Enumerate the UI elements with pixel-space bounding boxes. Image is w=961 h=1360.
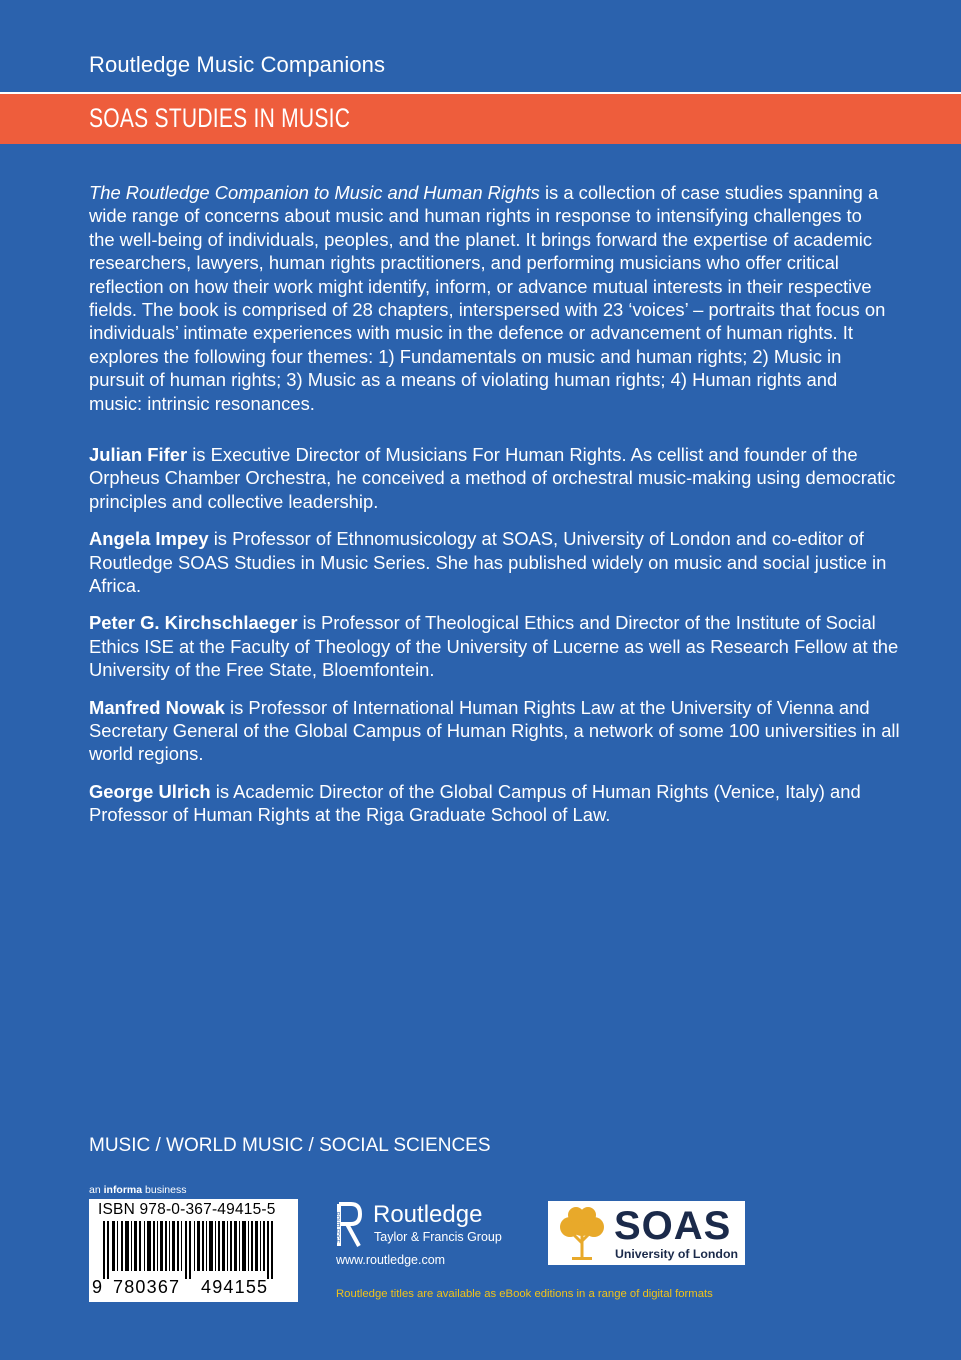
publisher-group: Taylor & Francis Group — [374, 1230, 502, 1244]
series-name: Routledge Music Companions — [89, 52, 386, 77]
routledge-logo-icon — [333, 1200, 365, 1248]
informa-business-tag: an informa business — [89, 1184, 187, 1196]
ebook-availability-note: Routledge titles are available as eBook editions in a range of digital formats — [336, 1288, 713, 1300]
series-band — [0, 92, 961, 144]
bio-peter-kirchschlaeger — [89, 611, 901, 681]
book-title: The Routledge Companion to Music and Human Rights — [89, 182, 540, 203]
bio-angela-impey — [89, 527, 901, 597]
barcode-bars — [103, 1221, 285, 1279]
subject-categories: MUSIC / WORLD MUSIC / SOCIAL SCIENCES — [89, 1135, 491, 1156]
description-text: is a collection of case studies spanning a wide range of concerns about music and human rights in response to intensifying challenges to the well-being of individuals, peoples, and the planet. It brings forward the expertise of academic researchers, lawyers, human rights practitioners, and performing musicians who offer critical reflection on how their work might identify, inform, or advance mutual interests in their respective fields. The book is comprised of 28 chapters, interspersed with 23 ‘voices’ – portraits that focus on individuals’ intimate experiences with music in the defence or advancement of human rights. It explores the following four themes: 1) Fundamentals on music and human rights; 2) Music in pursuit of human rights; 3) Music as a means of violating human rights; 4) Human rights and music: intrinsic resonances. — [89, 182, 886, 414]
bio-george-ulrich — [89, 780, 901, 827]
series-band-label: SOAS STUDIES IN MUSIC — [89, 103, 351, 133]
editor-bios — [89, 443, 901, 841]
bio-text: is Professor of International Human Rights Law at the University of Vienna and Secretary General of the Global Campus of Human Rights, a network of some 100 universities in all world regions. — [89, 696, 900, 765]
svg-text:ROUTLEDGE: ROUTLEDGE — [334, 1212, 340, 1244]
book-description — [89, 181, 889, 415]
soas-wordmark: SOAS — [614, 1204, 732, 1248]
soas-logo — [548, 1201, 745, 1265]
bio-text: is Professor of Ethnomusicology at SOAS, University of London and co-editor of Routledge SOAS Studies in Music Series. She has published widely on music and social justice in Africa. — [89, 528, 887, 597]
bio-text: is Academic Director of the Global Campus of Human Rights (Venice, Italy) and Professor of Human Rights at the Riga Graduate School of Law. — [89, 780, 861, 826]
bio-text: is Executive Director of Musicians For Human Rights. As cellist and founder of the Orpheus Chamber Orchestra, he conceived a method of orchestral music-making using democratic principles and collective leadership. — [89, 444, 896, 512]
bio-julian-fifer — [89, 443, 901, 513]
soas-subtitle: University of London — [615, 1247, 738, 1261]
publisher-name: Routledge — [373, 1201, 483, 1228]
bio-name: Julian Fifer — [89, 444, 188, 465]
publisher-url: www.routledge.com — [336, 1253, 446, 1267]
isbn-barcode: ISBN 978-0-367-49415-5 9 780367 494155 — [89, 1199, 298, 1302]
bio-text: is Professor of Theological Ethics and Director of the Institute of Social Ethics ISE at the Faculty of Theology of the University of Lucerne as well as Research Fellow at the University of the Free State, Bloemfontein. — [89, 612, 899, 681]
bio-name: Angela Impey — [89, 528, 209, 550]
bio-name: Peter G. Kirchschlaeger — [89, 612, 298, 634]
tree-icon — [554, 1205, 610, 1261]
isbn-number: ISBN 978-0-367-49415-5 — [98, 1201, 276, 1218]
bio-name: Manfred Nowak — [89, 696, 225, 718]
bio-manfred-nowak — [89, 696, 901, 766]
bio-name: George Ulrich — [89, 780, 211, 802]
